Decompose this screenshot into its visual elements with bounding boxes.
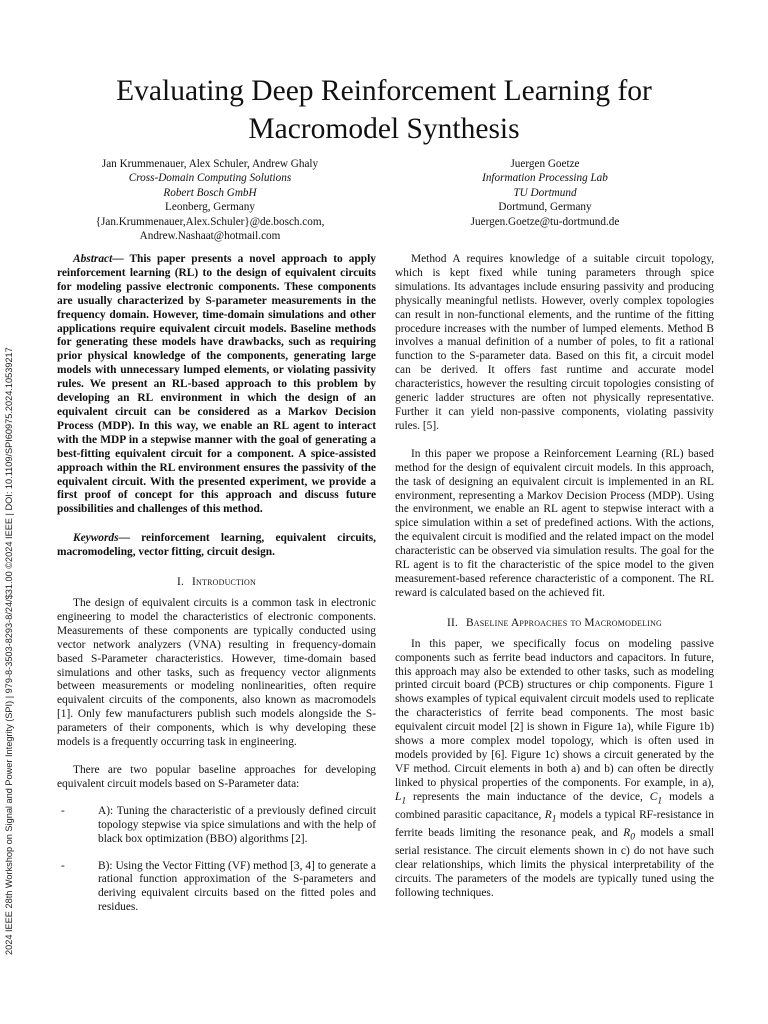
text-run: In this paper, we specifically focus on modeling passive components such as ferrite bead inductors and capacitors. In future, this approach may also be extended to other tasks, such as modeling printed circuit board (PCB) structures or chip components. Figure 1 shows examples of typical equivalent circuit models used to replicate the characteristics of ferrite bead components. The most basic equivalent circuit model [2] is shown in Figure 1a), while Figure 1b) shows a more complex model topology, which is often used in models provided by [6]. Figure 1c) shows a circuit generated by the VF method. Circuit elements in both a) and b) can often be directly linked to physical properties of the components. For example, in a), bbox=[395, 637, 714, 789]
symbol-r0 bbox=[623, 827, 635, 843]
text-run: models a typical RF-resistance in ferrite beads limiting the resonance peak, and bbox=[395, 808, 714, 840]
symbol-letter: C bbox=[649, 790, 658, 803]
left-column bbox=[57, 253, 376, 928]
abstract-text: This paper presents a novel approach to apply reinforcement learning (RL) to the design of equivalent circuits for modeling passive electronic components. These components are usually characterized by S-parameter measurements in the frequency domain. However, time-domain simulations and other applications require equivalent circuit models. Baseline methods for generating these models have drawbacks, such as requiring prior physical knowledge of the components, generating large models with unnecessary lumped elements, or violating passivity rules. We present an RL-based approach to this problem by developing an RL environment in which the design of an equivalent circuit can be considered as a Markov Decision Process (MDP). In this way, we enable an RL agent to interact with the MDP in a stepwise manner with the goal of generating a best-fitting equivalent circuit for a component. A spice-assisted approach within the RL environment ensures the passivity of the equivalent circuit. With the presented experiment, we provide a first proof of concept for this approach and discuss future possibilities and challenges of this method. bbox=[57, 253, 376, 516]
section-heading-baseline bbox=[395, 616, 714, 630]
abstract-label: Abstract bbox=[73, 253, 113, 265]
symbol-c1 bbox=[649, 790, 663, 806]
author-email-1: {Jan.Krummenauer,Alex.Schuler}@de.bosch.com, bbox=[95, 215, 325, 228]
author-department: Information Processing Lab bbox=[482, 172, 608, 185]
section-number: II. bbox=[446, 616, 458, 629]
section-number: I. bbox=[176, 576, 185, 589]
author-organization: TU Dortmund bbox=[513, 186, 577, 199]
approach-list bbox=[57, 805, 376, 915]
text-run: represents the main inductance of the device, bbox=[406, 790, 650, 803]
symbol-subscript: 1 bbox=[657, 796, 663, 806]
symbol-letter: R bbox=[544, 808, 552, 821]
author-department: Cross-Domain Computing Solutions bbox=[128, 172, 292, 185]
list-dash: - bbox=[61, 859, 65, 872]
symbol-letter: R bbox=[623, 827, 631, 840]
methods-paragraph: Method A requires knowledge of a suitable circuit topology, which is kept fixed while tuning parameters through spice simulations. Its advantages include ensuring passivity and producing physically meaningful netlists. However, overly complex topologies can result in non-functional elements, and the runtime of the fitting procedure increases with the number of lumped elements. Method B involves a manual definition of a number of poles, to fit a rational function to the S-parameter data. Based on this fit, a circuit model can be derived. It offers fast runtime and accurate model characteristics, however the resulting circuit topologies consisting of generic ladder structures are often not physically representative. Further it can yield non-passive components, violating passivity rules. [5]. bbox=[395, 253, 714, 432]
author-names: Jan Krummenauer, Alex Schuler, Andrew Ghaly bbox=[101, 158, 319, 170]
symbol-subscript: 1 bbox=[401, 796, 407, 806]
symbol-subscript: 0 bbox=[630, 832, 635, 843]
abstract bbox=[57, 253, 376, 517]
author-block-left bbox=[68, 157, 352, 243]
title-line-2: Macromodel Synthesis bbox=[248, 113, 520, 145]
symbol-l1 bbox=[395, 790, 407, 806]
keywords-label: Keywords bbox=[73, 532, 119, 545]
section-title: Introduction bbox=[192, 576, 256, 589]
section-title: Baseline Approaches to Macromodeling bbox=[466, 616, 663, 629]
baseline-paragraph bbox=[395, 638, 714, 901]
list-dash: - bbox=[61, 804, 65, 817]
paper-title bbox=[60, 72, 708, 148]
author-block-right bbox=[412, 157, 678, 229]
author-names: Juergen Goetze bbox=[510, 158, 580, 170]
list-item-text: B): Using the Vector Fitting (VF) method [3, 4] to generate a rational function approximation of the S-parameters and deriving equivalent circuits based on the fitted poles and residues. bbox=[98, 859, 376, 914]
abstract-separator: — bbox=[112, 253, 130, 265]
text-run: models a combined parasitic capacitance, bbox=[395, 790, 714, 821]
list-item bbox=[57, 860, 376, 916]
symbol-r1 bbox=[544, 808, 557, 825]
title-line-1: Evaluating Deep Reinforcement Learning for bbox=[116, 75, 652, 107]
author-location: Leonberg, Germany bbox=[165, 201, 255, 214]
keywords-separator: — bbox=[118, 532, 142, 545]
copyright-doi-stamp: 2024 IEEE 28th Workshop on Signal and Power Integrity (SPI) | 979-8-3503-8293-8/24/$31.00 ©2024 IEEE | DOI: 10.1109/SPI60975.2024.10539217 bbox=[4, 347, 14, 955]
proposal-paragraph: In this paper we propose a Reinforcement Learning (RL) based method for the design of equivalent circuit models. In this approach, the task of designing an equivalent circuit is implemented in an RL environment, representing a Markov Decision Process (MDP). Using the environment, we enable an RL agent to stepwise interact with a spice simulation within a set of predefined actions. With the actions, the equivalent circuit is modified and the related impact on the model characteristic can be observed via simulation results. The goal for the RL agent is to fit the characteristic of the spice model to the given measurement-based reference characteristic of a component. The RL reward is calculated based on the achieved fit. bbox=[395, 447, 714, 599]
keywords-text: reinforcement learning, equivalent circuits, macromodeling, vector fitting, circuit design. bbox=[57, 532, 376, 559]
symbol-letter: L bbox=[395, 790, 402, 803]
author-location: Dortmund, Germany bbox=[498, 201, 592, 214]
right-column bbox=[395, 253, 714, 901]
intro-paragraph-1: The design of equivalent circuits is a common task in electronic engineering to model the characteristics of electronic components. Measurements of these components are typically conducted using vector network analyzers (VNA) resulting in frequency-domain based S-Parameter characteristics. However, time-domain based simulations and other tasks, such as frequency vector alignments between measurements or modeling nonlinearities, often require equivalent circuits of the components, also known as macromodels [1]. Only few manufacturers publish such models alongside the S-parameters of their components, which is why developing these models is a frequently occurring task in engineering. bbox=[57, 597, 376, 749]
keywords bbox=[57, 532, 376, 560]
author-organization: Robert Bosch GmbH bbox=[163, 186, 257, 199]
symbol-subscript: 1 bbox=[551, 814, 557, 825]
intro-paragraph-2: There are two popular baseline approaches for developing equivalent circuit models based on S-Parameter data: bbox=[57, 764, 376, 790]
author-email-2: Andrew.Nashaat@hotmail.com bbox=[139, 230, 281, 243]
list-item-text: A): Tuning the characteristic of a previously defined circuit topology stepwise via spice simulations and with the help of black box optimization (BBO) algorithms [2]. bbox=[98, 804, 376, 845]
section-heading-introduction bbox=[57, 575, 376, 589]
text-run: models a small serial resistance. The circuit elements shown in c) do not have such clear relationships, which limits the physical interpretability of the circuits. The parameters of the models are typically tuned using the following techniques. bbox=[395, 827, 714, 899]
author-email: Juergen.Goetze@tu-dortmund.de bbox=[470, 215, 620, 228]
list-item bbox=[57, 805, 376, 847]
